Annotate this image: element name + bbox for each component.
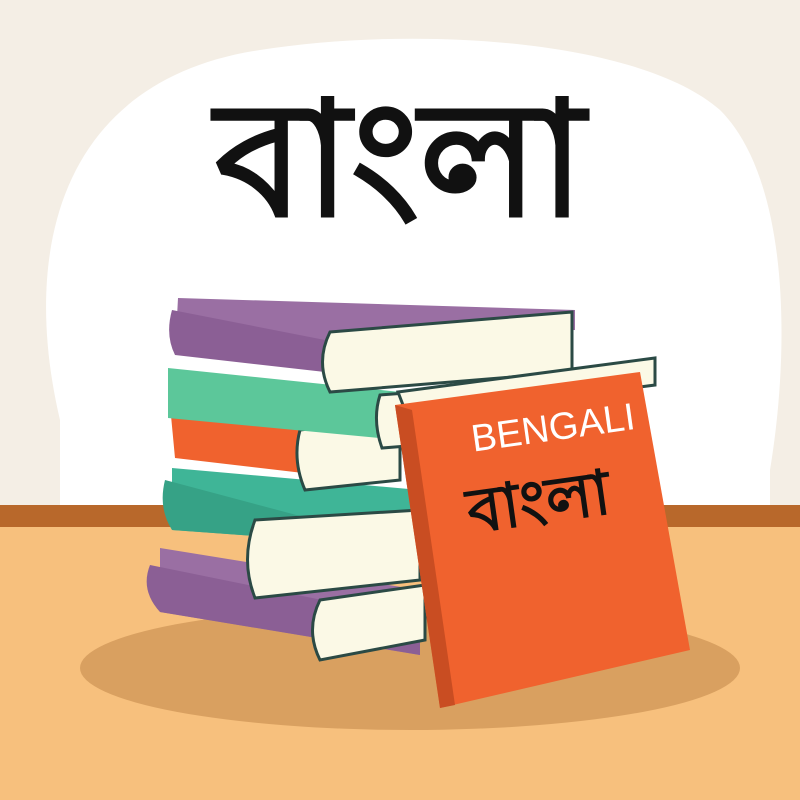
book-label-bengali: বাংলা	[462, 455, 615, 548]
book-cover-text	[402, 350, 731, 687]
book-label-english: BENGALI	[468, 396, 638, 461]
headline-bengali: বাংলা	[215, 66, 585, 253]
